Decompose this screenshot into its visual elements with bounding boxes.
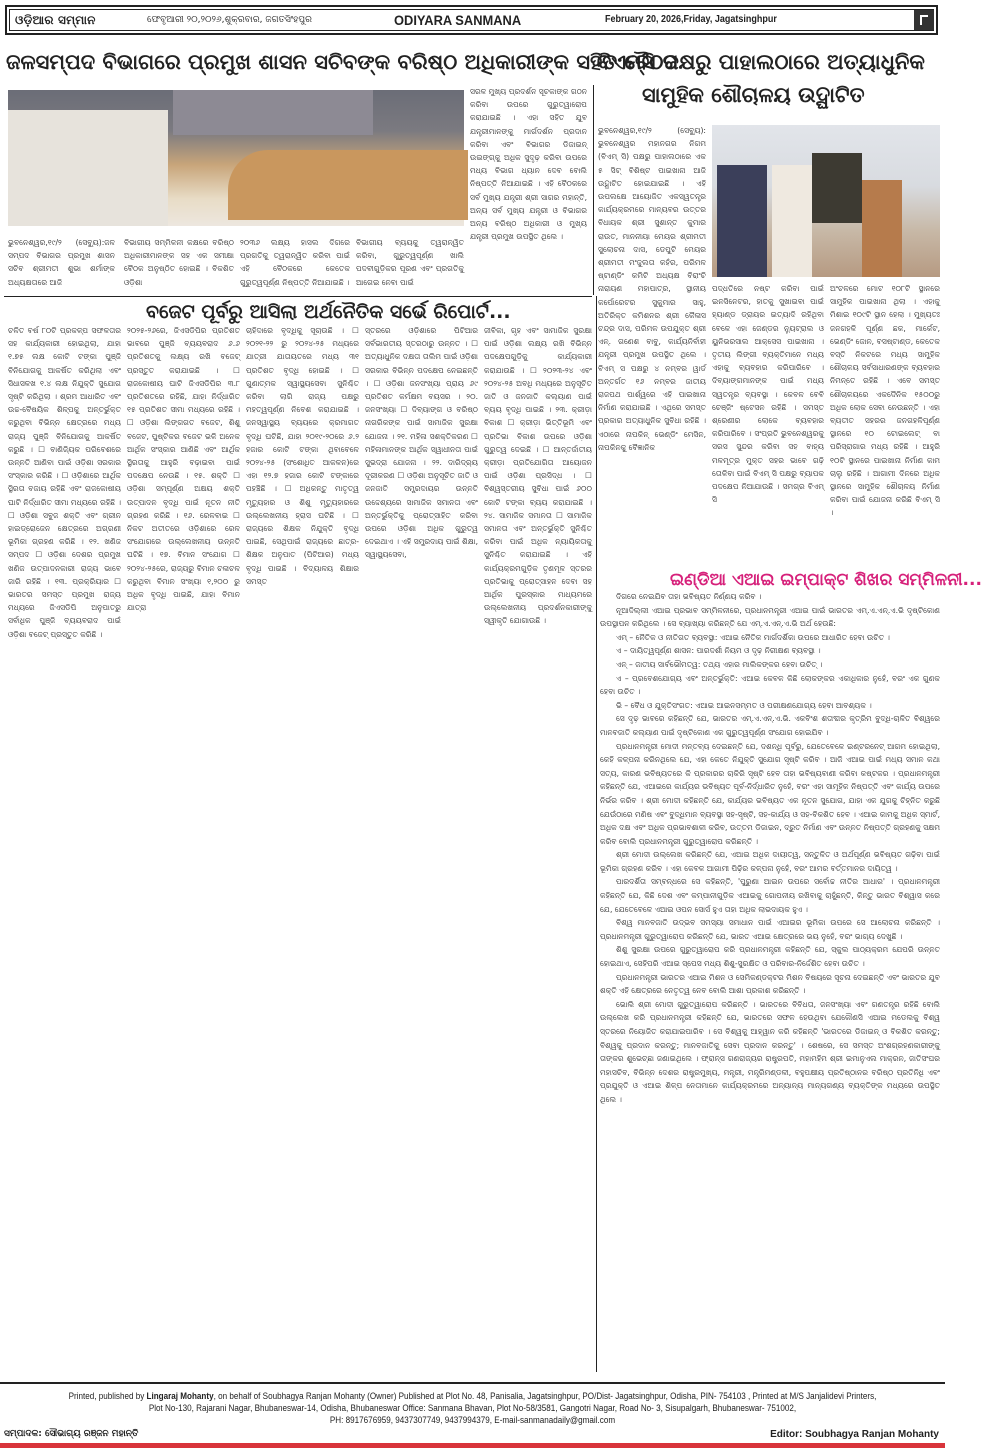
imprint-line xyxy=(47,1390,898,1426)
headline-ai-summit: ଇଣ୍ଡିଆ ଏଆଇ ଇମ୍ପାକ୍ଟ ଶିଖର ସମ୍ମିଳନୀ... xyxy=(670,570,982,590)
footer-accent-bar xyxy=(0,1443,945,1448)
newspaper-brand: ODIYARA SANMANA xyxy=(394,12,522,28)
article-column: ଚଳିତ ବର୍ଷ ୮୦ଟି ପ୍ରକଳ୍ପ ସଫଳତାର ସହ କାର୍ଯ୍ୟକାରୀ ହୋଇଥିଲା, ଯାହା ୧.୭୫ ଲକ୍ଷ କୋଟି ଟଙ୍କା ପୁଞ୍ଜି ବିନିଯୋଗକୁ ଆକର୍ଷିତ କରିଥିଲା ଏବଂ ସିଧାସଳଖ ୧.୪ ଲକ୍ଷ ନିଯୁକ୍ତି ସୁଯୋଗ ସୃଷ୍ଟି କରିଥିଲା । ଶ୍ରମ ଆଧାରିତ ଏବଂ ଉଚ୍ଚ-ବୈଷୟିକ ଶିଳ୍ପକୁ ଅନ୍ତର୍ଭୁକ୍ତ କରୁଥିବା ବିଭିନ୍ନ କ୍ଷେତ୍ରରେ ମଧ୍ୟ ରାଜ୍ୟ ପୁଞ୍ଜି ବିନିଯୋଗକୁ ଆକର୍ଷିତ କରୁଛି । ☐ ବାଣିଜ୍ୟିକ ପରିବେଶରେ ଉନ୍ନତି ଆଣିବା ପାଇଁ ଓଡ଼ିଶା ସରକାର ସଂସ୍କାର କରିଛି । ☐ ଓଡ଼ିଶାରେ ଆର୍ଥିକ ସ୍ଥିରତା ବଜାୟ ରହିଛି ଏବଂ ରାଜକୋଷୀୟ ଘାଟି ନିର୍ଦ୍ଧାରିତ ସୀମା ମଧ୍ୟରେ ରହିଛି । ☐ ଓଡ଼ିଶା ସବୁଜ ଶକ୍ତି ଏବଂ ଗ୍ରୀନ ହାଇଡ୍ରୋଜେନ କ୍ଷେତ୍ରରେ ଅଗ୍ରଣୀ ଭୂମିକା ଗ୍ରହଣ କରିଛି । ୧୨. ଖଣିଜ ସମ୍ପଦ ☐ ଓଡ଼ିଶା ଦେଶର ପ୍ରମୁଖ ଖଣିଜ ଉତ୍ପାଦନକାରୀ ରାଜ୍ୟ ଭାବେ ଜାରି ରହିଛି । ୧୩. ପ୍ରକ୍ରିୟାର ☐ ଭାରତର ସମସ୍ତ ପ୍ରମୁଖ ରାଜ୍ୟ ମଧ୍ୟରେ ଜିଏସଡିପି ଅନୁପାତରୁ ସର୍ବାଧିକ ପୁଞ୍ଜି ବ୍ୟୟବରାଦ ପାଇଁ ଓଡ଼ିଶା ବଜେଟ୍ ପ୍ରସ୍ତୁତ କରିଛି । xyxy=(8,326,121,639)
article-column: ଚାହିଦାରେ ବୃଦ୍ଧିକୁ ସୂଚାଉଛି । ☐ ୨୦୨୧-୨୨ ରୁ ୨୦୨୪-୨୫ ମଧ୍ୟରେ ଯାତ୍ରୀ ଯାତାୟତରେ ମଧ୍ୟ ୩୧ ପ୍ରତିଶତ ବୃଦ୍ଧି ହୋଇଛି । ☐ ଗୁଣାତ୍ମକ ସ୍ୱାସ୍ଥ୍ୟସେବା ସୁନିଶ୍ଚିତ କରିବା ଲାଗି ରାଜ୍ୟ ପକ୍ଷରୁ ମହତ୍ୱପୂର୍ଣ୍ଣ ନିବେଶ କରାଯାଇଛି । ଜନସ୍ୱାସ୍ଥ୍ୟ ବ୍ୟୟରେ କ୍ରମାଗତ ବୃଦ୍ଧି ଘଟିଛି, ଯାହା ୨୦୧୯-୨୦ରେ ୬.୨ ହଜାର କୋଟି ଟଙ୍କା ଥିବାବେଳେ ୨୦୨୪-୨୫ (ସଂଶୋଧିତ ଆକଳନ)ରେ ଏହା ୧୨.୭ ହଜାର କୋଟି ଟଙ୍କାରେ ପହଞ୍ଚିଛି । ☐ ଅଧିକନ୍ତୁ ମାତୃତ୍ୱ ମୃତ୍ୟୁହାର ଓ ଶିଶୁ ମୃତ୍ୟୁହାରରେ ଉଲ୍ଲେଖନୀୟ ହ୍ରାସ ଘଟିଛି । ☐ ରାଜ୍ୟରେ ଶିକ୍ଷକ ନିଯୁକ୍ତି ବୃଦ୍ଧି ପାଇଛି, ସେଥିପାଇଁ ରାଜ୍ୟରେ ଛାତ୍ର-ଶିକ୍ଷକ ଅନୁପାତ (ପିଟିଆର) ମଧ୍ୟ ବୃଦ୍ଧି ପାଇଛି । ବିଦ୍ୟାଳୟ ଶିକ୍ଷାର ସମସ୍ତ xyxy=(246,326,359,586)
photo-plaque xyxy=(812,153,862,223)
article-column: ସ୍ତରରେ ଓଡ଼ିଶାରେ ପିଟିଆର ସର୍ବଭାରତୀୟ ସ୍ତରଠାରୁ ଉନ୍ନତ । ☐ ଅତ୍ୟାଧୁନିକ ଦକ୍ଷତା ତାଲିମ ପାଇଁ ଓଡ଼ିଶା ସରକାର ବିଭିନ୍ନ ପଦକ୍ଷେପ ନେଇଛନ୍ତି । ☐ ଓଡ଼ିଶା ଜନସଂଖ୍ୟା ପ୍ରାୟ ୬୯ ପ୍ରତିଶତ କର୍ମକ୍ଷମ ବୟସର । ୨୦. ଜନସଂଖ୍ୟା ☐ ଦିବ୍ୟାଙ୍ଗ ଓ ବରିଷ୍ଠ ନାଗରିକଙ୍କ ପାଇଁ ସାମାଜିକ ସୁରକ୍ଷା ଯୋଜନା । ୨୧. ମହିଳା ସଶକ୍ତିକରଣ ☐ ମହିଳାମାନଙ୍କ ଆର୍ଥିକ ସ୍ୱାଧୀନତା ପାଇଁ ସୁଭଦ୍ରା ଯୋଜନା । ୨୨. ଦାରିଦ୍ର୍ୟ ଦୂରୀକରଣ ☐ ଓଡ଼ିଶା ଅନୁସୂଚିତ ଜାତି ଓ ଜନଜାତି ସମ୍ପ୍ରଦାୟର ଉନ୍ନତି ଉଦ୍ଦେଶ୍ୟରେ ସାମାଜିକ ସମାନତା ଏବଂ ଅନ୍ତର୍ଭୁକ୍ତିକୁ ପ୍ରୋତ୍ସାହିତ କରିବା ଉପରେ ଓଡ଼ିଶା ଅଧିକ ଗୁରୁତ୍ୱ ଦେଇଥାଏ । ଏହି ସମ୍ପ୍ରଦାୟ ପାଇଁ ଶିକ୍ଷା, ସ୍ୱାସ୍ଥ୍ୟସେବା, xyxy=(365,326,478,560)
headline-bmc-line1: ବିଏମ୍‌ସି ପକ୍ଷରୁ ପାହାଲଠାରେ ଅତ୍ୟାଧୁନିକ xyxy=(597,50,925,74)
imprint-line-1: Printed, published by Lingaraj Mohanty, on behalf of Soubhagya Ranjan Mohanty (Owner) Published at Plot No. 48, Panisalia, Jagatsinghpur, PO/Dist- Jagatsinghpur, Odisha, PIN- 754103 , Printed at M/S Janjalidevi Printers, xyxy=(68,1391,877,1401)
article-column: ଜୀବିକା, ଗୃହ ଏବଂ ସାମାଜିକ ସୁରକ୍ଷା ପାଇଁ ଓଡ଼ିଶା ଲକ୍ଷ୍ୟ ରଖି ବିଭିନ୍ନ ପଦକ୍ଷେପଗୁଡ଼ିକୁ କାର୍ଯ୍ୟକାରୀ କରାଯାଉଛି । ☐ ୨୦୨୩-୨୪ ଏବଂ ୨୦୨୪-୨୫ ଅବଧି ମଧ୍ୟରେ ଅନୁସୂଚିତ ଜାତି ଓ ଜନଜାତି କଲ୍ୟାଣ ପାଇଁ ବ୍ୟୟ ବୃଦ୍ଧି ପାଇଛି । ୨୩. କ୍ରୀଡ଼ା ବିକାଶ ☐ କ୍ରୀଡ଼ା ଭିତ୍ତିଭୂମି ଏବଂ ପ୍ରତିଭା ବିକାଶ ଉପରେ ଓଡ଼ିଶା ଗୁରୁତ୍ୱ ଦେଇଛି । ☐ ଆନ୍ତର୍ଜାତୀୟ କ୍ରୀଡ଼ା ପ୍ରତିଯୋଗିତା ଆୟୋଜନ ପାଇଁ ଓଡ଼ିଶା ପ୍ରସିଦ୍ଧ । ☐ ବିଶ୍ୱସ୍ତରୀୟ ସୁବିଧା ପାଇଁ ୬୦୦ କୋଟି ଟଙ୍କା ବ୍ୟୟ କରାଯାଇଛି । ୨୪. ସାମାଜିକ ସମାନତା ☐ ସାମାଜିକ ସମାନତା ଏବଂ ଅନ୍ତର୍ଭୁକ୍ତି ସୁନିଶ୍ଚିତ କରିବା ପାଇଁ ଅଧିକ ନ୍ୟାୟିକତାକୁ ସୁନିଶ୍ଚିତ କରାଯାଇଛି । ଏହି କାର୍ଯ୍ୟକ୍ରମଗୁଡ଼ିକ ତୃଣମୂଳ ସ୍ତରର ପ୍ରତିଭାକୁ ପ୍ରୋତ୍ସାହନ ଦେବା ସହ ଆର୍ଥିକ ପୁରସ୍କାର ମାଧ୍ୟମରେ ଉଲ୍ଲେଖନୀୟ ପ୍ରଦର୍ଶନକାରୀଙ୍କୁ ସ୍ୱୀକୃତି ଯୋଗାଉଛି । xyxy=(484,326,592,626)
date-english: February 20, 2026,Friday, Jagatsinghpur xyxy=(605,14,777,25)
article-column: ୨୦୨୫-୨୬ରେ, ଜିଏସଡିପିର ପ୍ରତିଶତ ଭାବରେ ପୁଞ୍ଜି ବ୍ୟୟବରାଦ ୬.୬ ପ୍ରତିଶତକୁ ଲକ୍ଷ୍ୟ ରଖି ବଜେଟ୍ ପ୍ରସ୍ତୁତ କରାଯାଇଛି । ☐ ରାଜକୋଷୀୟ ଘାଟି ଜିଏସଡିପିର ୩.୮ ପ୍ରତିଶତରେ ରହିଛି, ଯାହା ନିର୍ଦ୍ଧାରିତ ୧୫ ପ୍ରତିଶତ ସୀମା ମଧ୍ୟରେ ରହିଛି । ☐ ଓଡ଼ିଶା ଲିଙ୍ଗଗତ ବଜେଟ, ଶିଶୁ ବଜେଟ, ପୁଷ୍ଟିକର ବଜେଟ ଭଳି ଅନେକ ଆର୍ଥିକ ସଂସ୍କାର ଆଣିଛି ଏବଂ ଆର୍ଥିକ ସ୍ଥିରତାକୁ ଆହୁରି ବଢ଼ାଇବା ପାଇଁ ପଦକ୍ଷେପ ନେଉଛି । ୧୫. ଶକ୍ତି ☐ ଓଡ଼ିଶା ସମ୍ପୂର୍ଣ୍ଣ ଅକ୍ଷୟ ଶକ୍ତି ଉତ୍ପାଦନ ବୃଦ୍ଧି ପାଇଁ ନୂତନ ନୀତି ଗ୍ରହଣ କରିଛି । ୧୬. ରେଳବାଇ ☐ ନିକଟ ଅତୀତରେ ଓଡ଼ିଶାରେ ରେଳ ସଂଯୋଗରେ ଉଲ୍ଲେଖନୀୟ ଉନ୍ନତି ଘଟିଛି । ୧୭. ବିମାନ ସଂଯୋଗ ☐ ୨୦୨୪-୨୫ରେ, ରାଜ୍ୟରୁ ବିମାନ ଚଳାଚଳ କରୁଥିବା ବିମାନ ସଂଖ୍ୟା ୧,୨୦୦ ରୁ ଅଧିକ ବୃଦ୍ଧି ପାଇଛି, ଯାହା ବିମାନ ଯାତ୍ରା xyxy=(127,326,240,613)
date-odia: ଫେବୃଆରୀ ୨୦,୨୦୨୬,ଶୁକ୍ରବାର, ଜଗତସିଂହପୁର xyxy=(147,15,312,25)
article-column: ଭୁବନେଶ୍ୱର,୧୯/୨ (ସେବ୍ୟୁ):ଜଳ ସମ୍ପଦ ବିଭାଗର ପ୍ରମୁଖ ଶାସନ ସଚିବ ଶ୍ରୀମତୀ ଶୁଭା ଶର୍ମାଙ୍କ ଅଧ୍ୟକ୍ଷତାରେ ଆଜି xyxy=(8,238,115,287)
masthead xyxy=(5,5,938,35)
photo-attendees xyxy=(8,110,168,226)
editor-english: Editor: Soubhagya Ranjan Mohanty xyxy=(770,1429,939,1440)
printer-name: Lingaraj Mohanty xyxy=(146,1391,214,1401)
article-column: ଭୁବନେଶ୍ୱର,୧୯/୨ (ସେବ୍ୟୁ): ଭୁବନେଶ୍ୱର ମହାନଗର ନିଗମ (ବିଏମ୍ ସି) ପକ୍ଷରୁ ପାହାଲଠାରେ ଏକ ୫ ସିଟ୍ ବିଶିଷ୍ଟ ପାଇଖାନା ଆଜି ଉଦ୍ଘାଟିତ ହୋଇଯାଇଛି । ଏହି ଉପଲକ୍ଷେ ଆୟୋଜିତ ଏକସ୍ୱତନ୍ତ୍ର କାର୍ଯ୍ୟକ୍ରମରେ ମାନ୍ୟବର ଉତ୍ତର ବିଧାୟକ ଶ୍ରୀ ସୁଶାନ୍ତ କୁମାର ରାଉତ, ମାନନୀୟା ମେୟର ଶ୍ରୀମତୀ ସୁଲୋଚନା ଦାସ, ଡେପୁଟି ମେୟର ଶ୍ରୀମତୀ ମଂଜୁଲତା କହଁର, ପରିମଳ ଷ୍ଟାଣ୍ଡିଂ କମିଟି ଅଧ୍ୟକ୍ଷ ବିରାଂଚି ନାରାୟଣ ମହାପାତ୍ର, ସ୍ଥାନୀୟ କର୍ପୋରେଟର ସୁକୁମାର ସାହୁ, ଅତିରିକ୍ତ କମିଶନର ଶ୍ରୀ କୈଳାସ ଚନ୍ଦ୍ର ଦାସ, ପରିମଳ ଉପଯୁକ୍ତ ଶ୍ରୀ ଏନ୍. ଗଣେଶ ବାବୁ, କାର୍ଯ୍ୟନିର୍ବାହୀ ଯନ୍ତ୍ରୀ ପ୍ରମୁଖ ଉପସ୍ଥିତ ଥିଲେ । ବିଏମ୍ ସ ପକ୍ଷରୁ ୪ ନମ୍ବର ୱାର୍ଡ ଅନ୍ତର୍ଗତ ୧୬ ନମ୍ବର ଜାତୀୟ ରାଜପଥ ପାର୍ଶ୍ୱରେ ଏହି ପାଇଖାନା ନିର୍ମାଣ କରାଯାଇଛି । ଏଥିରେ ସମସ୍ତ ପ୍ରକାର ଅତ୍ୟାଧୁନିକ ସୁବିଧା ରହିଛି । ଏଠାରେ ନାପକିନ୍ ଭେଣ୍ଡିଂ ମେସିନ, ନାପକିନକୁ ବୈଜ୍ଞାନିକ xyxy=(598,126,706,452)
editor-odia: ସମ୍ପାଦକ: ସୌଭାଗ୍ୟ ରଞ୍ଜନ ମହାନ୍ତି xyxy=(4,1429,139,1439)
article-column: ସରଳ ମୁଖ୍ୟ ପ୍ରଦର୍ଶନ ସୂଚକାଙ୍କ ଗଠନ କରିବା ଉପରେ ଗୁରୁତ୍ୱାରୋପ କରାଯାଇଛି । ଏହା ସହିତ ଯୁବ ଯନ୍ତ୍ରୀମାନଙ୍କୁ ମାର୍ଗଦର୍ଶନ ପ୍ରଦାନ କରିବା ଏବଂ ବିଭାଗର ଡିଜାଇନ୍ ଉଇଙ୍ଗ୍‌କୁ ଅଧିକ ସୁଦୃଢ଼ କରିବା ଉପରେ ମଧ୍ୟ ବିଭାଗ ଧ୍ୟାନ ଦେବ ବୋଲି ନିଷ୍ପତ୍ତି ନିଆଯାଇଛି । ଏହି ବୈଠକରେ ସର୍ବ ମୁଖ୍ୟ ଯନ୍ତ୍ରୀ ଶ୍ରୀ ସାଗର ମହାନ୍ତି, ଅନ୍ୟ ସର୍ବ ମୁଖ୍ୟ ଯନ୍ତ୍ରୀ ଓ ବିଭାଗର ଅନ୍ୟ ବରିଷ୍ଠ ଅଧିକାରୀ ଓ ମୁଖ୍ୟ ଯନ୍ତ୍ରୀ ପ୍ରମୁଖ ଉପସ୍ଥିତ ଥିଲେ । xyxy=(470,87,587,242)
meeting-photo xyxy=(8,90,464,226)
photo-person xyxy=(717,165,767,277)
column-divider xyxy=(593,85,594,295)
photo-person xyxy=(772,165,812,277)
photo-person xyxy=(862,180,902,277)
inauguration-photo xyxy=(712,125,940,277)
imprint-line-3: PH: 8917676959, 9437307749, 9437994379, E-mail-sanmanadaily@gmail.com xyxy=(329,1415,616,1425)
photo-table xyxy=(228,150,468,220)
footer-divider xyxy=(0,1382,945,1384)
photo-wall xyxy=(173,90,373,135)
article-column: ବିଭାଗୀୟ ବ୍ୟୟକୁ ତ୍ୱରାନ୍ୱିତ କରିବା, ଗୁରୁତ୍ୱପୂର୍ଣ୍ଣ ଖାଲି ପଦବୀଗୁଡ଼ିକର ପୂରଣ ଏବଂ ପ୍ରଗତିକୁ ଆଗେଇ ନେବା ପାଇଁ xyxy=(356,238,464,287)
page-corner-icon[interactable] xyxy=(914,10,934,30)
headline-economic-survey: ବଜେଟ ପୂର୍ବରୁ ଆସିଲା ଅର୍ଥନୈତିକ ସର୍ଭେ ରିପୋର୍ଟ... xyxy=(146,301,511,323)
newspaper-logo: ଓଡ଼ିଆର ସମ୍ମାନ xyxy=(15,13,96,27)
column-divider xyxy=(596,296,597,1372)
article-column: ୨୦୩୬ ଲକ୍ଷ୍ୟ ହାସଲ ଦିଗରେ ପ୍ରଗତିକୁ ତ୍ୱରାନ୍ୱିତ କରିବା ପାଇଁ ଏହି ବୈଠକରେ କେତେକ ଗୁରୁତ୍ୱପୂର୍ଣ୍ଣ ନିଷ୍ପତ୍ତି ନିଆଯାଇଛି । xyxy=(240,238,350,287)
section-divider xyxy=(4,296,592,297)
headline-water-resources: ଜଳସମ୍ପଦ ବିଭାଗରେ ପ୍ରମୁଖ ଶାସନ ସଚିବଙ୍କ ବରିଷ୍ଠ ଅଧିକାରୀଙ୍କ ସହିତ ବୈଠକ xyxy=(6,50,679,74)
ai-summit-body: ଦିଗରେ ନେଇଯିବ ତାହା ଭବିଷ୍ୟତ ନିର୍ଣ୍ଣୟ କରିବ । ନୂଆଦିଲ୍ଲୀ ଏଆଇ ପ୍ରଭାବ ସମ୍ମିଳନୀରେ, ପ୍ରଧାନମନ୍ତ୍ରୀ ଏଆଇ ପାଇଁ ଭାରତର ଏମ୍.ଏ.ଏନ୍.ଏ.ଭି ଦୃଷ୍ଟିକୋଣ ଉପସ୍ଥାପନ କରିଥିଲେ । ସେ ବ୍ୟାଖ୍ୟା କରିଛନ୍ତି ଯେ ଏମ୍.ଏ.ଏନ୍.ଏ.ଭି ଅର୍ଥ ହେଉଛି: ଏମ୍ – ନୈତିକ ଓ ନୀତିଗତ ବ୍ୟବସ୍ଥା: ଏଆଇ ନୈତିକ ମାର୍ଗଦର୍ଶିକା ଉପରେ ଆଧାରିତ ହେବା ଉଚିତ । ଏ – ଦାୟିତ୍ୱପୂର୍ଣ୍ଣ ଶାସନ: ପାରଦର୍ଶୀ ନିୟମ ଓ ଦୃଢ଼ ନିରୀକ୍ଷଣ ବ୍ୟବସ୍ଥା । ଏନ୍ – ଜାତୀୟ ସାର୍ବଭୌମତ୍ୱ: ତଥ୍ୟ ଏହାର ମାଲିକଙ୍କର ହେବା ଉଚିତ୍ । ଏ – ପ୍ରବେଶଯୋଗ୍ୟ ଏବଂ ଅନ୍ତର୍ଭୁକ୍ତି: ଏଆଇ କେବଳ କିଛି ଲୋକଙ୍କର ଏକାଧିକାର ନୁହେଁ, ବରଂ ଏକ ଗୁଣକ ହେବା ଉଚିତ । ଭି – ବୈଧ ଓ ଯୁକ୍ତିସଂଗତ: ଏଆଇ ଆଇନସମ୍ମତ ଓ ପରୀକ୍ଷଣଯୋଗ୍ୟ ହେବା ଆବଶ୍ୟକ । ସେ ଦୃଢ଼ ଭାବରେ କହିଛନ୍ତି ଯେ, ଭାରତର ଏମ୍.ଏ.ଏନ୍.ଏ.ଭି. ଏକବିଂଶ ଶତାବ୍ଦୀର କୃତ୍ରିମ ବୁଦ୍ଧି-ଚାଳିତ ବିଶ୍ୱରେ ମାନବଜାତି କଲ୍ୟାଣ ପାଇଁ ଦୃଷ୍ଟିକୋଣ ଏକ ଗୁରୁତ୍ୱପୂର୍ଣ୍ଣ ସଂଯୋଗ ହୋଇଯିବ । ପ୍ରଧାନମନ୍ତ୍ରୀ ମୋଦୀ ମନ୍ତବ୍ୟ ଦେଇଛନ୍ତି ଯେ, ଦଶନ୍ଧି ପୂର୍ବରୁ, ଯେତେବେଳେ ଇଣ୍ଟରନେଟ୍ ଆଗମ ହୋଇଥିଲା, କେହି କଳ୍ପନା କରିନଥିଲେ ଯେ, ଏହା କେତେ ନିଯୁକ୍ତି ସୁଯୋଗ ସୃଷ୍ଟି କରିବ । ଆଜି ଏଆଇ ପାଇଁ ମଧ୍ୟ ସମାନ କଥା ସତ୍ୟ, କାରଣ ଭବିଷ୍ୟତରେ କି ପ୍ରକାରର ଚାକିରି ସୃଷ୍ଟି ହେବ ତାହା ଭବିଷ୍ୟବାଣୀ କରିବା କଷ୍ଟକର । ପ୍ରଧାନମନ୍ତ୍ରୀ କହିଛନ୍ତି ଯେ, ଏଆଇରେ କାର୍ଯ୍ୟର ଭବିଷ୍ୟତ ପୂର୍ବ-ନିର୍ଦ୍ଧାରିତ ନୁହେଁ, ବରଂ ଏହା ସାମୂହିକ ନିଷ୍ପତ୍ତି ଏବଂ କାର୍ଯ୍ୟ ଉପରେ ନିର୍ଭର କରିବ । ଶ୍ରୀ ମୋଦୀ କହିଛନ୍ତି ଯେ, କାର୍ଯ୍ୟର ଭବିଷ୍ୟତ ଏକ ନୂତନ ସୁଯୋଗ, ଯାହା ଏକ ଯୁଗକୁ ଚିହ୍ନିତ କରୁଛି ଯେଉଁଠାରେ ମଣିଷ ଏବଂ ବୁଦ୍ଧିମାନ ବ୍ୟବସ୍ଥା ସହ-ସୃଷ୍ଟି, ସହ-କାର୍ଯ୍ୟ ଓ ସହ-ବିକଶିତ ହେବ । ଏଆଇ କାମକୁ ଅଧିକ ସ୍ମାର୍ଟ, ଅଧିକ ଦକ୍ଷ ଏବଂ ଅଧିକ ପ୍ରଭାବଶାଳୀ କରିବ, ଉତ୍ତମ ଡିଜାଇନ, ଦ୍ରୁତ ନିର୍ମାଣ ଏବଂ ଉନ୍ନତ ନିଷ୍ପତ୍ତି ଗ୍ରହଣକୁ ସକ୍ଷମ କରିବ ବୋଲି ପ୍ରଧାନମନ୍ତ୍ରୀ ଗୁରୁତ୍ୱାରୋପ କରିଛନ୍ତି । ଶ୍ରୀ ମୋଦୀ ଉଲ୍ଲେଖ କରିଛନ୍ତି ଯେ, ଏଆଇ ଅଧିକ ଦାୟୀତ୍ୱ, ସନ୍ତୁଳିତ ଓ ଅର୍ଥପୂର୍ଣ୍ଣ ଭବିଷ୍ୟତ ଗଢ଼ିବା ପାଇଁ ଭୂମିକା ଗ୍ରହଣ କରିବ । ଏହା କେବଳ ଆଗାମୀ ପିଢ଼ିର କଳ୍ପନା ନୁହେଁ, ବରଂ ଆମର ବର୍ତ୍ତମାନର ଦାୟିତ୍ୱ । ପାରଦର୍ଶିତା ସମ୍ବନ୍ଧରେ ସେ କହିଛନ୍ତି, 'ପୁରୁଣା ଆଇନ ଉପରେ ସର୍ବୋଚ୍ଚ ନୀତିର ଆଧାର' । ପ୍ରଧାନମନ୍ତ୍ରୀ କହିଛନ୍ତି ଯେ, କିଛି ଦେଶ ଏବଂ କମ୍ପାନୀଗୁଡ଼ିକ ଏଆଇକୁ ଗୋପନୀୟ ରଖିବାକୁ ଚାହୁଁଛନ୍ତି, କିନ୍ତୁ ଭାରତ ବିଶ୍ୱାସ କରେ ଯେ, ଯେତେବେଳେ ଏଆଇ ଓପନ ସୋର୍ସ ହୁଏ ତାହା ଅଧିକ ଲାଭଦାୟକ ହୁଏ । ବିଶ୍ୱ ମାନବଜାତି ଉଦ୍ଭବ ସମସ୍ୟା ସମାଧାନ ପାଇଁ ଏଆଇର ଭୂମିକା ଉପରେ ସେ ଆଲୋଚନା କରିଛନ୍ତି । ପ୍ରଧାନମନ୍ତ୍ରୀ ଗୁରୁତ୍ୱାରୋପ କରିଛନ୍ତି ଯେ, ଭାରତ ଏଆଇ କ୍ଷେତ୍ରରେ ଭୟ ନୁହେଁ, ବରଂ ଭାଗ୍ୟ ଦେଖୁଛି । ଶିଶୁ ସୁରକ୍ଷା ଉପରେ ଗୁରୁତ୍ୱାରୋପ କରି ପ୍ରଧାନମନ୍ତ୍ରୀ କହିଛନ୍ତି ଯେ, ସ୍କୁଲ ପାଠ୍ୟକ୍ରମ ଯେପରି ଉନ୍ନତ ହୋଇଥାଏ, ସେହିପରି ଏଆଇ ସ୍ପେସ ମଧ୍ୟ ଶିଶୁ-ସୁରକ୍ଷିତ ଓ ପରିବାର-ନିର୍ଦ୍ଦେଶିତ ହେବା ଉଚିତ । ପ୍ରଧାନମନ୍ତ୍ରୀ ଭାରତର ଏଆଇ ମିଶନ ଓ ସେମିକଣ୍ଡକ୍ଟର ମିଶନ ବିଷୟରେ ସୂଚନା ଦେଇଛନ୍ତି ଏବଂ ଭାରତର ଯୁବ ଶକ୍ତି ଏହି କ୍ଷେତ୍ରରେ ନେତୃତ୍ୱ ନେବ ବୋଲି ଆଶା ପ୍ରକାଶ କରିଛନ୍ତି । ଭୋଲି ଶ୍ରୀ ମୋଦୀ ଗୁରୁତ୍ୱାରୋପ କରିଛନ୍ତି । ଭାରତରେ ବିବିଧତା, ଜନସଂଖ୍ୟା ଏବଂ ଗଣତନ୍ତ୍ର ରହିଛି ବୋଲି ଉଲ୍ଲେଖ କରି ପ୍ରଧାନମନ୍ତ୍ରୀ କହିଛନ୍ତି ଯେ, ଭାରତରେ ସଫଳ ହେଉଥିବା ଯେକୌଣସି ଏଆଇ ମଡେଲକୁ ବିଶ୍ୱ ସ୍ତରରେ ନିୟୋଜିତ କରାଯାଇପାରିବ । ସେ ବିଶ୍ୱକୁ ଆହ୍ୱାନ କରି କହିଛନ୍ତି 'ଭାରତରେ ଡିଜାଇନ୍ ଓ ବିକଶିତ କରନ୍ତୁ; ବିଶ୍ୱକୁ ପ୍ରଦାନ କରନ୍ତୁ; ମାନବଜାତିକୁ ସେବା ପ୍ରଦାନ କରନ୍ତୁ' । ଶେଷରେ, ସେ ସମସ୍ତ ଅଂଶଗ୍ରହଣକାରୀଙ୍କୁ ତାଙ୍କର ଶୁଭେଚ୍ଛା ଜଣାଇଥିଲେ । ଫ୍ରାନ୍ସ ଗଣରାଜ୍ୟର ରାଷ୍ଟ୍ରପତି, ମହାମହିମ ଶ୍ରୀ ଇମାନୁଏଲ ମାକ୍ରନ, ଜାତିସଂଘର ମହାସଚିବ, ବିଭିନ୍ନ ଦେଶର ରାଷ୍ଟ୍ରମୁଖ୍ୟ, ମନ୍ତ୍ରୀ, ମନ୍ତ୍ରିମଣ୍ଡଳୀ, ବହୁପକ୍ଷୀୟ ପ୍ରତିଷ୍ଠାନର ବରିଷ୍ଠ ପ୍ରତିନିଧି ଏବଂ ପ୍ରଯୁକ୍ତି ଓ ଏଆଇ ଶିଳ୍ପ ନେତାମାନେ କାର୍ଯ୍ୟକ୍ରମରେ ଅନ୍ୟାନ୍ୟ ମାନ୍ୟଗଣ୍ୟ ବ୍ୟକ୍ତିଙ୍କ ମଧ୍ୟରେ ଉପସ୍ଥିତ ଥିଲେ । xyxy=(600,592,940,1104)
imprint-line-2: Plot No-130, Rajarani Nagar, Bhubaneswar-14, Odisha, Bhubaneswar Office: Sanmana Bhavan, Plot No-58/3581, Gangotri Nagar, Road No- 3, Sisupalgarh, Bhubaneswar- 751002, xyxy=(148,1403,797,1413)
article-column: ବିଭାଗୀୟ ସମ୍ମିଳନୀ କକ୍ଷରେ ବରିଷ୍ଠ ଅଧିକାରୀମାନଙ୍କ ସହ ଏକ ସମୀକ୍ଷା ବୈଠକ ଅନୁଷ୍ଠିତ ହୋଇଛି । ବିକଶିତ ଓଡ଼ିଶା xyxy=(124,238,234,287)
headline-bmc-line2: ସାମୁହିକ ଶୌଚାଳୟ ଉଦ୍ଘାଟିତ xyxy=(642,83,865,107)
article-column: ପଦ୍ଧତିରେ ନଷ୍ଟ କରିବା ପାଇଁ ଇନସିନେଟର, ହାତକୁ ସୁଖାଇବା ପାଇଁ ହ୍ୟାଣ୍ଡ ଡ୍ରାୟର ଇତ୍ୟାଦି ରହିଥିବା ବେଳେ ଏହା ଜେଣ୍ଡର ନ୍ୟୁଟ୍ରାଲ ଓ ୟୁନିଭରସାଲ ଆକ୍ସେସ ପାଇଖାନା । ତୃତୀୟ ଲିଙ୍ଗୀ ବ୍ୟକ୍ତିମାନେ ମଧ୍ୟ ଏହାକୁ ବ୍ୟବହାର କରିପାରିବେ । ଦିବ୍ୟାଙ୍ଗମାନଙ୍କ ପାଇଁ ମଧ୍ୟ ସ୍ୱତନ୍ତ୍ର ବ୍ୟବସ୍ଥା । କେବଳ ବେବି ଚେଞ୍ଜିଂ ଷ୍ଟେସନ ରହିଛି । ସମସ୍ତ ଶ୍ରେଣୀର ଲୋକେ ବ୍ୟବହାର କରିପାରିବେ । ସଂପ୍ରତି ଭୁବନେଶ୍ୱରକୁ ସରସ ସୁନ୍ଦର କରିବା ସହ ବାହ୍ୟ ମଳମୂତ୍ର ମୁକ୍ତ ସହର ଭାବେ ଗଢ଼ି ତୋଳିବା ପାଇଁ ବିଏମ୍ ସି ପକ୍ଷରୁ ବ୍ୟାପକ ପଦକ୍ଷେପ ନିଆଯାଉଛି । ସମଗ୍ର ବିଏମ୍ ସି xyxy=(712,284,824,505)
article-column: ଅଂଚଳରେ ମୋଟ ୧୦୮ଟି ସ୍ଥାନରେ ସାମୁହିକ ପାଇଖାନା ଥିଲା । ଏହାକୁ ମିଶାଇ ୧୦୯ଟି ସ୍ଥାନ ହେଲା । ମୁଖ୍ୟତଃ ଜନଗହଳି ପୂର୍ଣ୍ଣ ଛକ, ମାର୍କେଟ, ଭେଣ୍ଡିଂ ଜୋନ, ବସଷ୍ଟାଣ୍ଡ, କେତେକ ବସ୍ତି ନିକଟରେ ମଧ୍ୟ ସାମୁହିକ ଶୌଚାଳୟ ସର୍ବସାଧାରଣଙ୍କ ବ୍ୟବହାର ନିମନ୍ତେ ରହିଛି । ଏବେ ସମସ୍ତ ଶୌଚାଳୟରେ ଏକଦୈନିକ ୧୫୦୦ରୁ ଅଧିକ ଲୋକ ସେବା ନେଉଛନ୍ତି । ଏହା ବ୍ୟତୀତ ସହରର ଜନଗହଳିପୂର୍ଣ୍ଣ ସ୍ଥାନରେ ୧୦ ଟୋଇଲେଟ୍ ବା ପରିସ୍ରାଗାର ମଧ୍ୟ ରହିଛି । ଆହୁରି ୧୦ଟି ସ୍ଥାନରେ ପାଇଖାନା ନିର୍ମାଣ କାମ ଚାଲୁ ରହିଛି । ଆଗାମୀ ଦିନରେ ଅଧିକ ସ୍ଥାନରେ ସାମୁହିକ ଶୌଚାଳୟ ନିର୍ମାଣ କରିବା ପାଇଁ ଯୋଜନା କରିଛି ବିଏମ୍ ସି । xyxy=(830,284,940,518)
